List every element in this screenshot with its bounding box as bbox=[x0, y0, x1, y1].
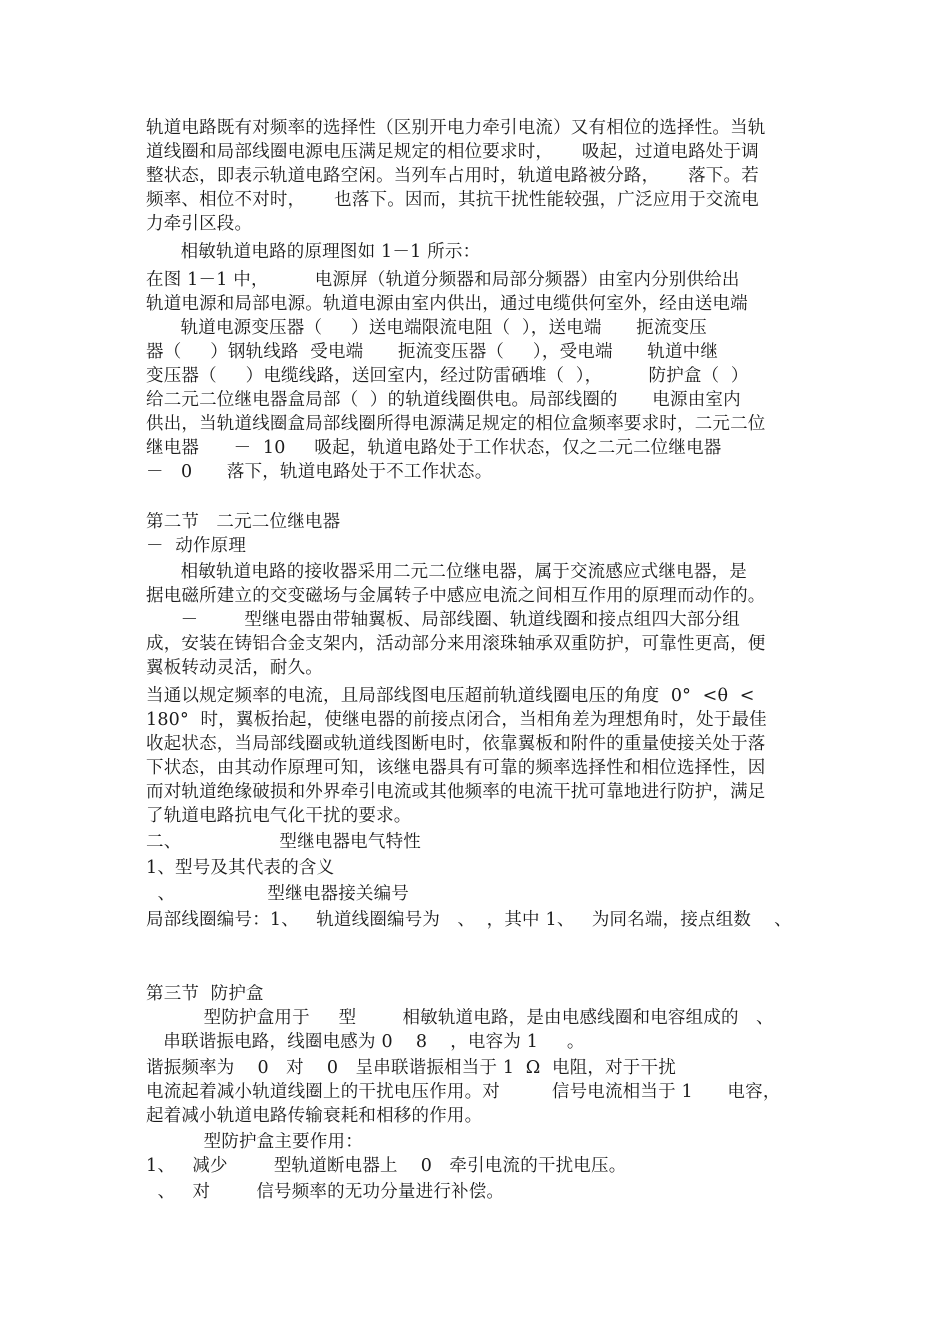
text-line: 谐振频率为 0 对 0 呈串联谐振相当于 1 Ω 电阻，对于干扰 bbox=[146, 1058, 676, 1078]
text-line: 第三节 防护盒 bbox=[146, 984, 264, 1004]
text-line: 第二节 二元二位继电器 bbox=[146, 512, 341, 532]
text-line: 型防护盒用于 型 相敏轨道电路，是由电感线圈和电容组成的 、 bbox=[146, 1008, 774, 1028]
text-line: 180° 时，翼板抬起，使继电器的前接点闭合，当相角差为理想角时，处于最佳 bbox=[146, 710, 767, 730]
text-line: 了轨道电路抗电气化干扰的要求。 bbox=[146, 806, 412, 826]
text-line: 下状态，由其动作原理可知，该继电器具有可靠的频率选择性和相位选择性，因 bbox=[146, 758, 766, 778]
text-line: 收起状态，当局部线圈或轨道线图断电时，依靠翼板和附件的重量使接关处于落 bbox=[146, 734, 766, 754]
text-line: 当通以规定频率的电流，且局部线图电压超前轨道线圈电压的角度 0° <θ < bbox=[146, 686, 755, 706]
text-line: 轨道电源和局部电源。轨道电源由室内供出，通过电缆供何室外，经由送电端 bbox=[146, 294, 748, 314]
text-line: 相敏轨道电路的接收器采用二元二位继电器，属于交流感应式继电器，是 bbox=[146, 562, 747, 582]
text-line: 频率、相位不对时， 也落下。因而，其抗干扰性能较强，广泛应用于交流电 bbox=[146, 190, 759, 210]
text-line: 供出，当轨道线圈盒局部线圈所得电源满足规定的相位盒频率要求时，二元二位 bbox=[146, 414, 766, 434]
text-line: 道线圈和局部线圈电源电压满足规定的相位要求时， 吸起，过道电路处于调 bbox=[146, 142, 759, 162]
text-line: 型防护盒主要作用： bbox=[146, 1132, 363, 1152]
text-line: 整状态，即表示轨道电路空闲。当列车占用时，轨道电路被分路， 落下。若 bbox=[146, 166, 759, 186]
text-line: 电流起着减小轨道线圈上的干扰电压作用。对 信号电流相当于 1 电容， bbox=[146, 1082, 781, 1102]
text-line: 、 对 信号频率的无功分量进行补偿。 bbox=[146, 1182, 505, 1202]
text-line: 力牵引区段。 bbox=[146, 214, 253, 234]
text-line: 局部线圈编号：1、 轨道线圈编号为 、 ，其中 1、 为同名端，接点组数 、 bbox=[146, 910, 792, 930]
text-line: 而对轨道绝缘破损和外界牵引电流或其他频率的电流干扰可靠地进行防护，满足 bbox=[146, 782, 766, 802]
text-line: － 动作原理 bbox=[146, 536, 247, 556]
text-line: 串联谐振电路，线圈电感为 0 8 ，电容为 1 。 bbox=[146, 1032, 585, 1052]
text-line: 继电器 － 10 吸起，轨道电路处于工作状态，仅之二元二位继电器 bbox=[146, 438, 722, 458]
text-line: － 型继电器由带轴翼板、局部线圈、轨道线圈和接点组四大部分组 bbox=[146, 610, 740, 630]
text-line: 二、 型继电器电气特性 bbox=[146, 832, 421, 852]
text-line: 据电磁所建立的交变磁场与金属转子中感应电流之间相互作用的原理而动作的。 bbox=[146, 586, 766, 606]
text-line: 变压器（ ）电缆线路，送回室内，经过防雷硒堆（ ）， 防护盒（ ） bbox=[146, 366, 749, 386]
text-line: 相敏轨道电路的原理图如 1－1 所示： bbox=[146, 242, 481, 262]
text-line: 1、型号及其代表的含义 bbox=[146, 858, 335, 878]
text-line: 起着减小轨道电路传输衰耗和相移的作用。 bbox=[146, 1106, 483, 1126]
text-line: － 0 落下，轨道电路处于不工作状态。 bbox=[146, 462, 493, 482]
text-line: 、 型继电器接关编号 bbox=[146, 884, 410, 904]
text-line: 翼板转动灵活，耐久。 bbox=[146, 658, 323, 678]
text-line: 轨道电路既有对频率的选择性（区别开电力牵引电流）又有相位的选择性。当轨 bbox=[146, 118, 766, 138]
text-line: 给二元二位继电器盒局部（ ）的轨道线圈供电。局部线圈的 电源由室内 bbox=[146, 390, 741, 410]
text-line: 轨道电源变压器（ ）送电端限流电阻（ ），送电端 扼流变压 bbox=[146, 318, 707, 338]
text-line: 成，安装在铸铝合金支架内，活动部分来用滚珠轴承双重防护，可靠性更高，便 bbox=[146, 634, 766, 654]
text-line: 在图 1－1 中， 电源屏（轨道分频器和局部分频器）由室内分别供给出 bbox=[146, 270, 740, 290]
text-line: 器（ ）钢轨线路 受电端 扼流变压器（ ），受电端 轨道中继 bbox=[146, 342, 719, 362]
text-line: 1、 减少 型轨道断电器上 0 牵引电流的干扰电压。 bbox=[146, 1156, 627, 1176]
